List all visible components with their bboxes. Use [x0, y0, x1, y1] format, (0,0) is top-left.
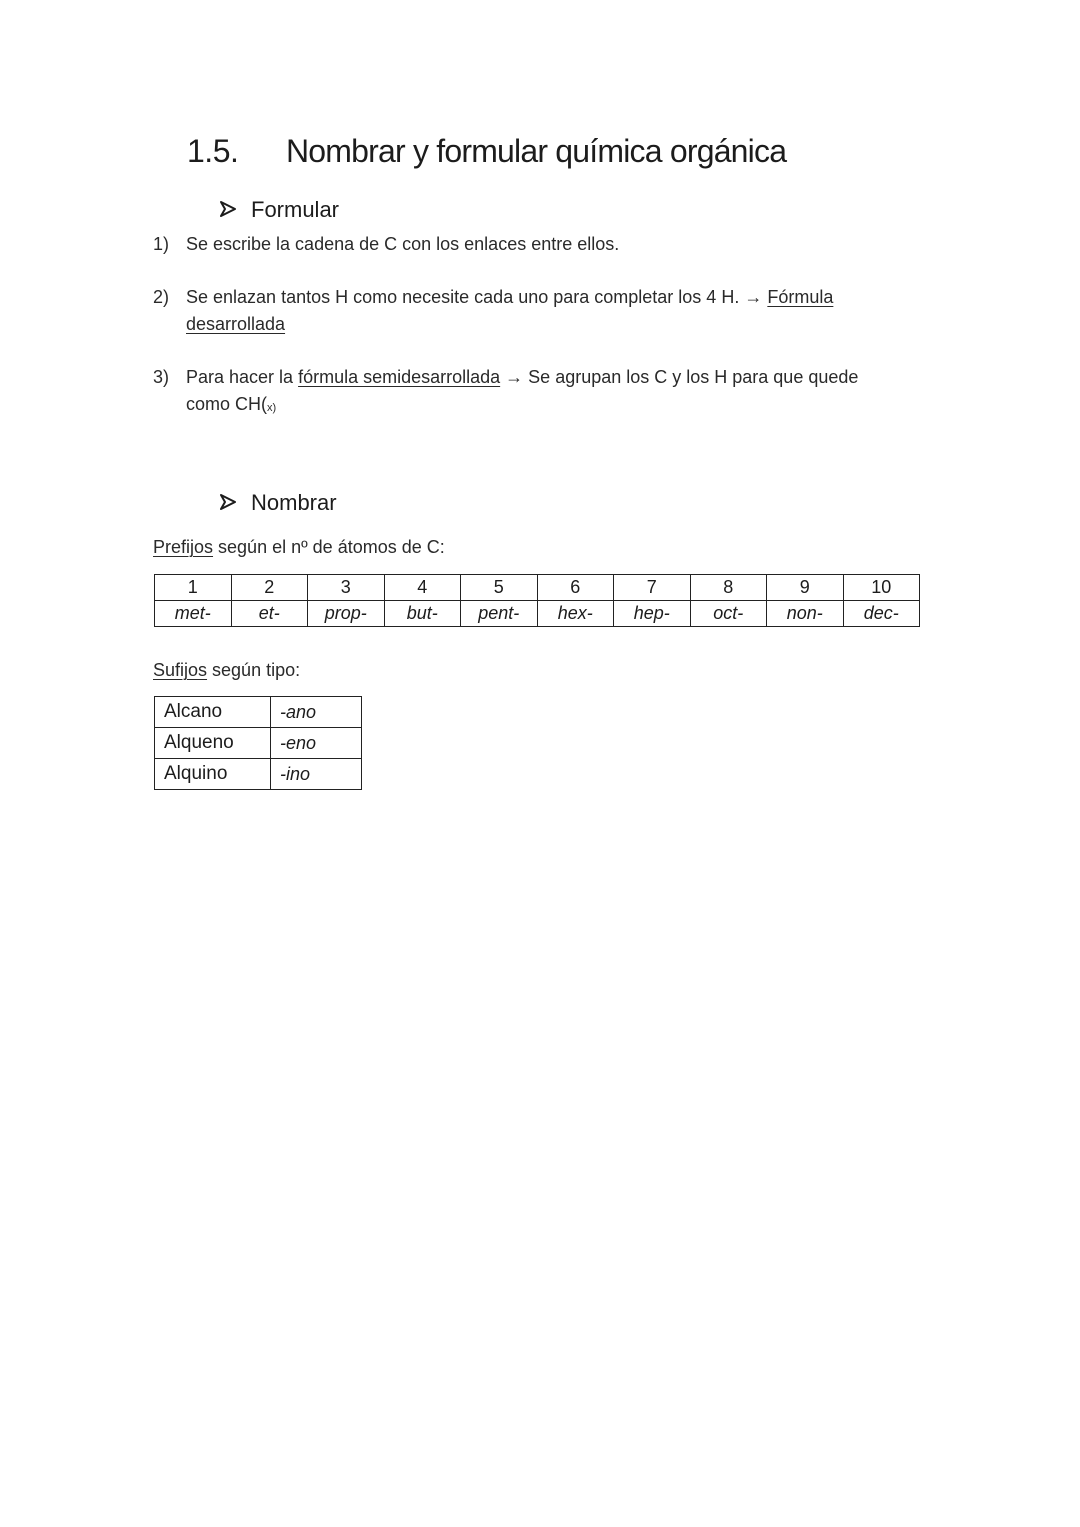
- prefix-number-cell: 2: [231, 575, 308, 601]
- step-2: [153, 284, 953, 344]
- prefix-number-cell: 8: [690, 575, 767, 601]
- step-text: Se enlazan tantos H como necesite cada uno para completar los 4 H.: [186, 287, 745, 307]
- step-3: [153, 364, 973, 424]
- suffix-table: [154, 696, 362, 790]
- prefix-value-cell: but-: [384, 601, 461, 627]
- suffix-row: [155, 759, 362, 790]
- step-1: [153, 231, 953, 261]
- bullet-arrow-icon: [219, 200, 237, 218]
- prefix-number-cell: 1: [155, 575, 232, 601]
- suffix-row: [155, 728, 362, 759]
- suffix-value-cell: -ano: [271, 697, 362, 728]
- prefix-value-cell: et-: [231, 601, 308, 627]
- prefix-value-cell: met-: [155, 601, 232, 627]
- arrow-icon: →: [744, 287, 763, 307]
- prefixes-label-link: Prefijos: [153, 537, 214, 557]
- prefix-numbers-row: [155, 575, 920, 601]
- prefix-number-cell: 10: [843, 575, 920, 601]
- subscript-x: x: [267, 402, 273, 414]
- prefix-value-cell: dec-: [843, 601, 920, 627]
- prefix-values-row: [155, 601, 920, 627]
- prefix-value-cell: pent-: [461, 601, 538, 627]
- prefix-table: [154, 574, 920, 627]
- prefix-number-cell: 9: [767, 575, 844, 601]
- suffix-type-cell: Alqueno: [155, 728, 271, 759]
- prefix-number-cell: 6: [537, 575, 614, 601]
- prefix-number-cell: 3: [308, 575, 385, 601]
- prefix-value-cell: hex-: [537, 601, 614, 627]
- suffix-type-cell: Alquino: [155, 759, 271, 790]
- step-number: 1): [153, 234, 170, 254]
- page-title: Nombrar y formular química orgánica: [286, 133, 787, 169]
- suffixes-label-text: según tipo:: [207, 660, 301, 680]
- suffix-type-cell: Alcano: [155, 697, 271, 728]
- section-number: 1.5.: [187, 133, 239, 169]
- prefix-value-cell: non-: [767, 601, 844, 627]
- step-text: Para hacer la: [186, 367, 299, 387]
- prefix-value-cell: prop-: [308, 601, 385, 627]
- prefixes-label: [153, 534, 445, 561]
- suffix-row: [155, 697, 362, 728]
- subscript-close: ): [272, 402, 277, 414]
- bullet-arrow-icon: [219, 493, 237, 511]
- suffix-value-cell: -eno: [271, 728, 362, 759]
- prefix-number-cell: 5: [461, 575, 538, 601]
- suffixes-label-link: Sufijos: [153, 660, 208, 680]
- prefix-value-cell: hep-: [614, 601, 691, 627]
- arrow-icon: →: [505, 367, 524, 387]
- step-text: Se escribe la cadena de C con los enlaces entre ellos.: [186, 234, 620, 254]
- prefix-number-cell: 7: [614, 575, 691, 601]
- suffix-value-cell: -ino: [271, 759, 362, 790]
- prefixes-label-text: según el nº de átomos de C:: [213, 537, 445, 557]
- nombrar-title: Nombrar: [251, 490, 337, 515]
- step-text-after: Se agrupan los C y los H para que quede: [523, 367, 859, 387]
- formular-title: Formular: [251, 197, 340, 222]
- formula-desarrollada-link-line2: desarrollada: [186, 314, 286, 334]
- suffixes-label: [153, 657, 300, 684]
- prefix-value-cell: oct-: [690, 601, 767, 627]
- prefix-number-cell: 4: [384, 575, 461, 601]
- step-number: 3): [153, 367, 170, 387]
- formular-subheading: [219, 197, 339, 223]
- formula-desarrollada-link: Fórmula: [767, 287, 834, 307]
- formula-semidesarrollada-link: fórmula semidesarrollada: [298, 367, 501, 387]
- step-number: 2): [153, 287, 170, 307]
- nombrar-subheading: [219, 490, 337, 516]
- step-text-line2: como CH(: [186, 394, 268, 414]
